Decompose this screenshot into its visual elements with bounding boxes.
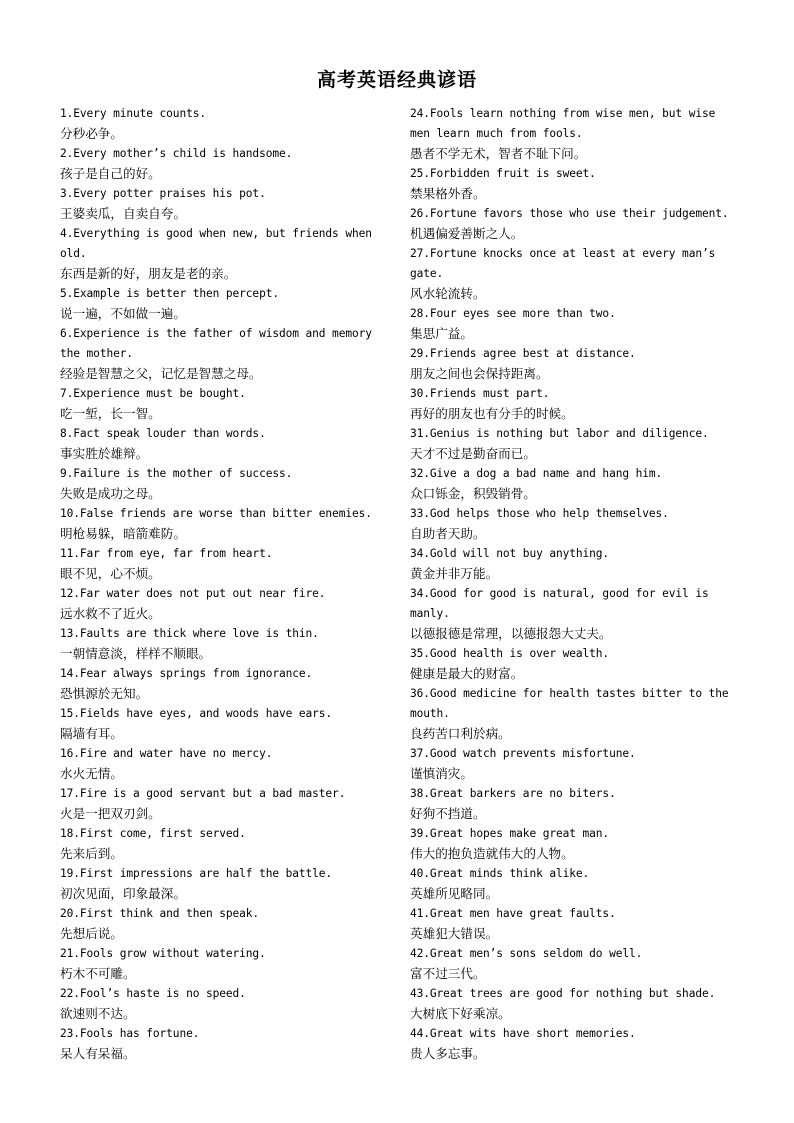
proverb-entry <box>60 624 390 664</box>
proverb-entry <box>410 204 740 244</box>
proverb-chinese: 朽木不可雕。 <box>60 966 136 981</box>
proverb-english: 27.Fortune knocks once at least at every man’s gate. <box>410 247 716 280</box>
proverb-chinese: 自助者天助。 <box>410 526 486 541</box>
proverb-english: 36.Good medicine for health tastes bitter to the mouth. <box>410 687 729 720</box>
proverb-english: 34.Gold will not buy anything. <box>410 547 610 560</box>
proverb-entry <box>410 424 740 464</box>
proverb-chinese: 失败是成功之母。 <box>60 486 161 501</box>
proverb-entry <box>60 424 390 464</box>
proverb-chinese: 英雄犯大错误。 <box>410 926 499 941</box>
proverb-entry <box>60 944 390 984</box>
proverb-english: 35.Good health is over wealth. <box>410 647 610 660</box>
proverb-entry <box>410 584 740 644</box>
proverb-english: 41.Great men have great faults. <box>410 907 616 920</box>
proverb-entry <box>60 504 390 544</box>
proverb-english: 33.God helps those who help themselves. <box>410 507 669 520</box>
proverb-entry <box>410 164 740 204</box>
proverb-english: 25.Forbidden fruit is sweet. <box>410 167 596 180</box>
page-title: 高考英语经典谚语 <box>316 69 477 91</box>
proverb-english: 12.Far water does not put out near fire. <box>60 587 326 600</box>
proverb-english: 7.Experience must be bought. <box>60 387 246 400</box>
proverb-chinese: 机遇偏爱善断之人。 <box>410 226 524 241</box>
proverb-english: 42.Great men’s sons seldom do well. <box>410 947 643 960</box>
proverb-english: 11.Far from eye, far from heart. <box>60 547 273 560</box>
proverb-chinese: 王婆卖瓜，自卖自夸。 <box>60 206 186 221</box>
proverb-english: 43.Great trees are good for nothing but shade. <box>410 987 716 1000</box>
proverb-english: 19.First impressions are half the battle. <box>60 867 333 880</box>
proverb-english: 17.Fire is a good servant but a bad master. <box>60 787 346 800</box>
proverb-english: 38.Great barkers are no biters. <box>410 787 616 800</box>
proverb-chinese: 分秒必争。 <box>60 126 123 141</box>
proverb-entry <box>60 384 390 424</box>
proverb-chinese: 经验是智慧之父，记忆是智慧之母。 <box>60 366 262 381</box>
proverb-entry <box>410 1024 740 1064</box>
proverb-entry <box>410 304 740 344</box>
proverb-entry <box>60 784 390 824</box>
proverb-english: 44.Great wits have short memories. <box>410 1027 636 1040</box>
proverb-entry <box>410 944 740 984</box>
proverb-english: 6.Experience is the father of wisdom and memory the mother. <box>60 327 372 360</box>
proverb-english: 8.Fact speak louder than words. <box>60 427 266 440</box>
proverb-entry <box>60 104 390 144</box>
proverb-entry <box>60 664 390 704</box>
proverb-english: 15.Fields have eyes, and woods have ears. <box>60 707 333 720</box>
proverb-entry <box>410 544 740 584</box>
proverb-entry <box>60 184 390 224</box>
proverb-chinese: 愚者不学无术，智者不耻下问。 <box>410 146 587 161</box>
proverb-chinese: 明枪易躲，暗箭难防。 <box>60 526 186 541</box>
proverb-english: 28.Four eyes see more than two. <box>410 307 616 320</box>
proverb-chinese: 伟大的抱负造就伟大的人物。 <box>410 846 574 861</box>
proverb-entry <box>410 104 740 164</box>
proverb-chinese: 先来后到。 <box>60 846 123 861</box>
proverb-entry <box>410 904 740 944</box>
proverb-chinese: 风水轮流转。 <box>410 286 486 301</box>
proverb-entry <box>60 824 390 864</box>
proverb-entry <box>410 244 740 304</box>
proverb-chinese: 富不过三代。 <box>410 966 486 981</box>
proverb-chinese: 良药苦口利於病。 <box>410 726 511 741</box>
proverb-entry <box>410 464 740 504</box>
left-column <box>60 104 390 1064</box>
proverb-chinese: 呆人有呆福。 <box>60 1046 136 1061</box>
proverb-chinese: 好狗不挡道。 <box>410 806 486 821</box>
proverb-chinese: 事实胜於雄辩。 <box>60 446 149 461</box>
proverb-english: 3.Every potter praises his pot. <box>60 187 266 200</box>
proverb-english: 4.Everything is good when new, but friends when old. <box>60 227 372 260</box>
proverb-english: 22.Fool’s haste is no speed. <box>60 987 246 1000</box>
proverb-entry <box>60 544 390 584</box>
proverb-chinese: 集思广益。 <box>410 326 473 341</box>
proverb-english: 26.Fortune favors those who use their judgement. <box>410 207 729 220</box>
proverb-english: 9.Failure is the mother of success. <box>60 467 293 480</box>
proverb-chinese: 说一遍，不如做一遍。 <box>60 306 186 321</box>
proverb-chinese: 贵人多忘事。 <box>410 1046 486 1061</box>
proverb-english: 29.Friends agree best at distance. <box>410 347 636 360</box>
proverb-entry <box>410 504 740 544</box>
proverb-chinese: 初次见面，印象最深。 <box>60 886 186 901</box>
proverb-chinese: 孩子是自己的好。 <box>60 166 161 181</box>
proverb-entry <box>410 644 740 684</box>
proverb-chinese: 禁果格外香。 <box>410 186 486 201</box>
proverb-english: 14.Fear always springs from ignorance. <box>60 667 313 680</box>
proverb-entry <box>410 984 740 1024</box>
proverb-entry <box>410 384 740 424</box>
proverb-entry <box>60 324 390 384</box>
proverb-english: 20.First think and then speak. <box>60 907 260 920</box>
proverb-chinese: 黄金并非万能。 <box>410 566 499 581</box>
proverb-entry <box>410 784 740 824</box>
proverb-chinese: 健康是最大的财富。 <box>410 666 524 681</box>
proverb-chinese: 先想后说。 <box>60 926 123 941</box>
proverb-entry <box>60 704 390 744</box>
proverb-entry <box>60 284 390 324</box>
proverb-english: 31.Genius is nothing but labor and diligence. <box>410 427 709 440</box>
proverb-entry <box>60 1024 390 1064</box>
proverb-english: 10.False friends are worse than bitter enemies. <box>60 507 372 520</box>
proverb-entry <box>60 864 390 904</box>
proverb-english: 30.Friends must part. <box>410 387 550 400</box>
proverb-chinese: 谨慎消灾。 <box>410 766 473 781</box>
proverb-chinese: 东西是新的好，朋友是老的亲。 <box>60 266 237 281</box>
proverb-entry <box>410 744 740 784</box>
proverb-entry <box>60 144 390 184</box>
proverb-entry <box>60 584 390 624</box>
proverb-english: 5.Example is better then percept. <box>60 287 279 300</box>
proverb-english: 39.Great hopes make great man. <box>410 827 610 840</box>
proverb-chinese: 英雄所见略同。 <box>410 886 499 901</box>
proverb-english: 34.Good for good is natural, good for evil is manly. <box>410 587 709 620</box>
proverb-chinese: 再好的朋友也有分手的时候。 <box>410 406 574 421</box>
proverb-entry <box>410 864 740 904</box>
right-column <box>410 104 740 1064</box>
proverb-chinese: 远水救不了近火。 <box>60 606 161 621</box>
proverb-chinese: 隔墙有耳。 <box>60 726 123 741</box>
proverb-english: 40.Great minds think alike. <box>410 867 590 880</box>
proverb-english: 2.Every mother’s child is handsome. <box>60 147 293 160</box>
proverb-english: 24.Fools learn nothing from wise men, but wise men learn much from fools. <box>410 107 716 140</box>
proverb-entry <box>60 224 390 284</box>
proverb-chinese: 以德报德是常理，以德报怨大丈夫。 <box>410 626 612 641</box>
proverb-entry <box>410 344 740 384</box>
proverb-english: 1.Every minute counts. <box>60 107 206 120</box>
proverb-english: 21.Fools grow without watering. <box>60 947 266 960</box>
proverb-chinese: 欲速则不达。 <box>60 1006 136 1021</box>
proverb-chinese: 朋友之间也会保持距离。 <box>410 366 549 381</box>
proverb-chinese: 众口铄金，积毁销骨。 <box>410 486 536 501</box>
proverb-chinese: 大树底下好乘凉。 <box>410 1006 511 1021</box>
proverb-entry <box>60 904 390 944</box>
proverb-chinese: 天才不过是勤奋而已。 <box>410 446 536 461</box>
proverb-entry <box>410 684 740 744</box>
proverb-english: 13.Faults are thick where love is thin. <box>60 627 319 640</box>
proverb-english: 37.Good watch prevents misfortune. <box>410 747 636 760</box>
proverb-english: 23.Fools has fortune. <box>60 1027 200 1040</box>
proverb-chinese: 火是一把双刃剑。 <box>60 806 161 821</box>
proverb-entry <box>60 984 390 1024</box>
proverb-chinese: 水火无情。 <box>60 766 123 781</box>
proverb-chinese: 眼不见，心不烦。 <box>60 566 161 581</box>
proverb-english: 16.Fire and water have no mercy. <box>60 747 273 760</box>
proverb-entry <box>60 464 390 504</box>
proverb-chinese: 吃一堑，长一智。 <box>60 406 161 421</box>
proverb-chinese: 一朝情意淡，样样不顺眼。 <box>60 646 212 661</box>
proverb-english: 18.First come, first served. <box>60 827 246 840</box>
proverb-entry <box>410 824 740 864</box>
proverb-chinese: 恐惧源於无知。 <box>60 686 149 701</box>
proverb-entry <box>60 744 390 784</box>
proverb-english: 32.Give a dog a bad name and hang him. <box>410 467 663 480</box>
